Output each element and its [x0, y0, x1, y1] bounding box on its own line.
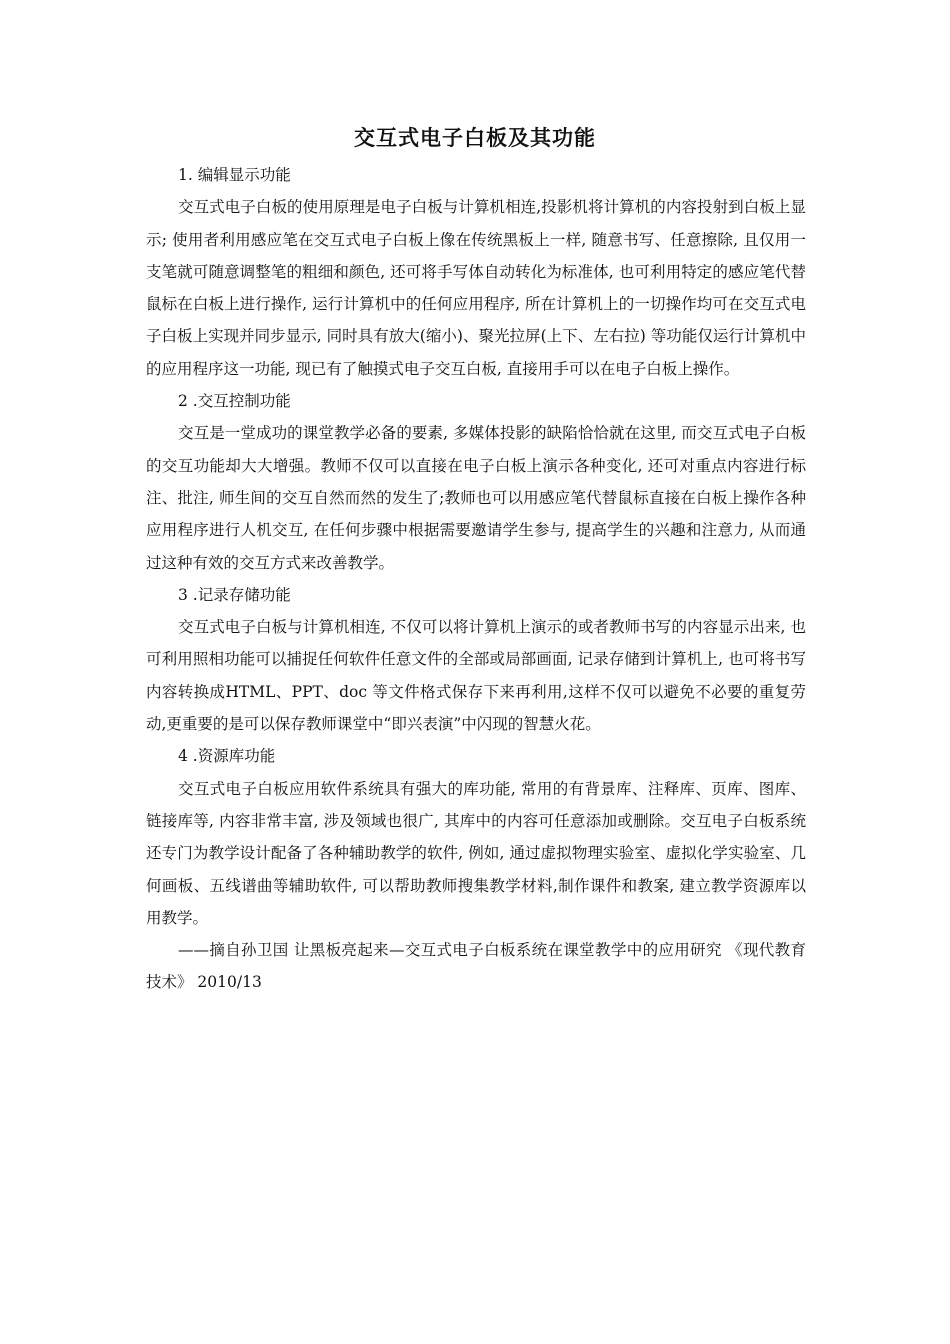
section-heading-record-storage: 3 .记录存储功能 — [178, 585, 291, 604]
document-title: 交互式电子白板及其功能 — [354, 125, 596, 150]
document-body — [146, 159, 806, 999]
section-paragraph-record-storage: 交互式电子白板与计算机相连, 不仅可以将计算机上演示的或者教师书写的内容显示出来, 也可利用照相功能可以捕捉任何软件任意文件的全部或局部画面, 记录存储到计算机上, 也可将书写内容转换成HTML、PPT、doc 等文件格式保存下来再利用,这样不仅可以避免不必要的重复劳动,更重要的是可以保存教师课堂中“即兴表演”中闪现的智慧火花。 — [146, 618, 806, 734]
source-citation: ——摘自孙卫国 让黑板亮起来—交互式电子白板系统在课堂教学中的应用研究 《现代教育技术》 2010/13 — [146, 941, 806, 992]
section-paragraph-resource-library: 交互式电子白板应用软件系统具有强大的库功能, 常用的有背景库、注释库、页库、图库、链接库等, 内容非常丰富, 涉及领域也很广, 其库中的内容可任意添加或删除。交互电子白板系统还专门为教学设计配备了各种辅助教学的软件, 例如, 通过虚拟物理实验室、虚拟化学实验室、几何画板、五线谱曲等辅助软件, 可以帮助教师搜集教学材料,制作课件和教案, 建立教学资源库以用教学。 — [146, 779, 806, 927]
section-heading-resource-library: 4 .资源库功能 — [178, 747, 276, 766]
section-paragraph-editing-display: 交互式电子白板的使用原理是电子白板与计算机相连,投影机将计算机的内容投射到白板上显示; 使用者利用感应笔在交互式电子白板上像在传统黑板上一样, 随意书写、任意擦除, 且仅用一支笔就可随意调整笔的粗细和颜色, 还可将手写体自动转化为标准体, 也可利用特定的感应笔代替鼠标在白板上进行操作, 运行计算机中的任何应用程序, 所在计算机上的一切操作均可在交互式电子白板上实现并同步显示, 同时具有放大(缩小)、聚光拉屏(上下、左右拉) 等功能仅运行计算机中的应用程序这一功能, 现已有了触摸式电子交互白板, 直接用手可以在电子白板上操作。 — [146, 198, 806, 378]
section-paragraph-interactive-control: 交互是一堂成功的课堂教学必备的要素, 多媒体投影的缺陷恰恰就在这里, 而交互式电子白板的交互功能却大大增强。教师不仅可以直接在电子白板上演示各种变化, 还可对重点内容进行标注、批注, 师生间的交互自然而然的发生了;教师也可以用感应笔代替鼠标直接在白板上操作各种应用程序进行人机交互, 在任何步骤中根据需要邀请学生参与, 提高学生的兴趣和注意力, 从而通过这种有效的交互方式来改善教学。 — [146, 424, 806, 572]
section-heading-editing-display: 1. 编辑显示功能 — [178, 166, 291, 184]
section-heading-interactive-control: 2 .交互控制功能 — [178, 392, 291, 411]
